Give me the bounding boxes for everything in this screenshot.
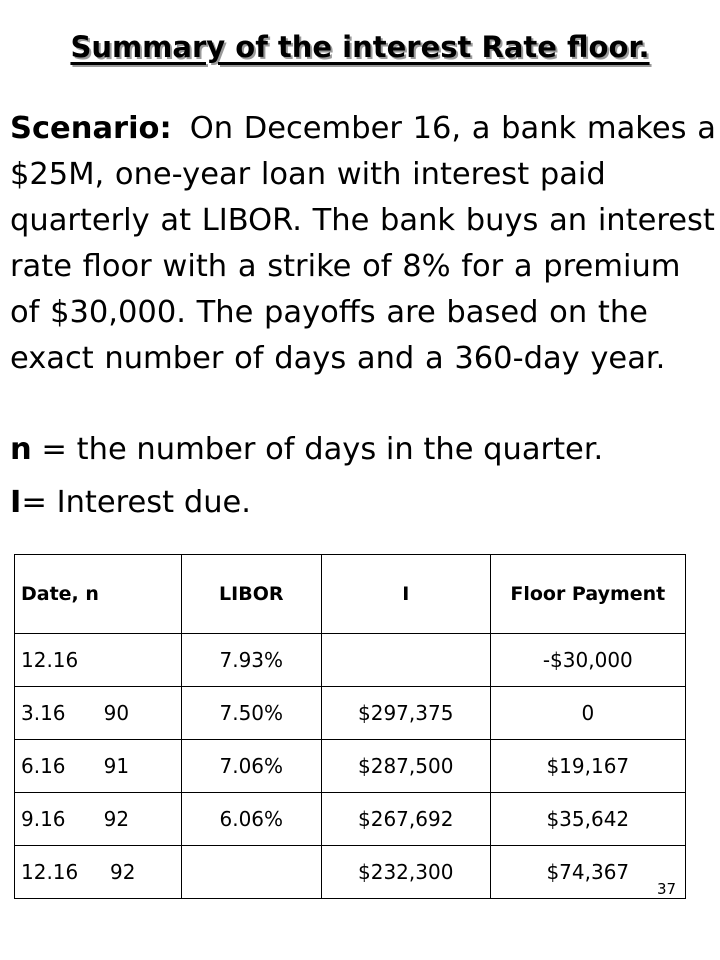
cell-libor: 6.06% [181, 793, 321, 846]
cell-date-n: 12.16 92 [15, 846, 182, 899]
cell-interest: $267,692 [321, 793, 490, 846]
cell-floor-payment: $19,167 [490, 740, 685, 793]
cell-interest: $232,300 [321, 846, 490, 899]
cell-date-n: 3.16 90 [15, 687, 182, 740]
cell-date-n: 12.16 [15, 634, 182, 687]
definition-i-key: I [10, 485, 22, 520]
table-row [15, 634, 686, 687]
table-header-row [15, 555, 686, 634]
definition-i [10, 480, 251, 526]
table-row [15, 846, 686, 899]
table-row [15, 793, 686, 846]
cell-interest [321, 634, 490, 687]
header-date-n: Date, n [15, 555, 182, 634]
page-number: 37 [657, 880, 677, 898]
definition-n [10, 427, 603, 473]
header-floor-payment: Floor Payment [490, 555, 685, 634]
slide-title: Summary of the interest Rate floor. [70, 30, 650, 64]
cell-libor: 7.93% [181, 634, 321, 687]
definition-i-text: = Interest due. [21, 485, 251, 520]
scenario-text: On December 16, a bank makes a $25M, one-year loan with interest paid quarterly at LIBOR. The bank buys an interest rate floor with a strike of 8% for a premium of $30,000. The payoffs are based on the exact number of days and a 360-day year. [10, 111, 716, 376]
floor-payment-table [14, 554, 686, 899]
scenario-paragraph [10, 106, 716, 382]
cell-libor: 7.06% [181, 740, 321, 793]
cell-libor: 7.50% [181, 687, 321, 740]
cell-floor-payment: $35,642 [490, 793, 685, 846]
cell-floor-payment: 0 [490, 687, 685, 740]
definition-n-text: = the number of days in the quarter. [31, 432, 604, 467]
cell-date-n: 9.16 92 [15, 793, 182, 846]
cell-interest: $287,500 [321, 740, 490, 793]
cell-interest: $297,375 [321, 687, 490, 740]
table-row [15, 687, 686, 740]
header-interest: I [321, 555, 490, 634]
cell-floor-payment: $74,367 [490, 846, 685, 899]
header-libor: LIBOR [181, 555, 321, 634]
cell-floor-payment: -$30,000 [490, 634, 685, 687]
cell-date-n: 6.16 91 [15, 740, 182, 793]
table-row [15, 740, 686, 793]
scenario-label: Scenario: [10, 111, 172, 146]
cell-libor [181, 846, 321, 899]
definition-n-key: n [10, 432, 32, 467]
